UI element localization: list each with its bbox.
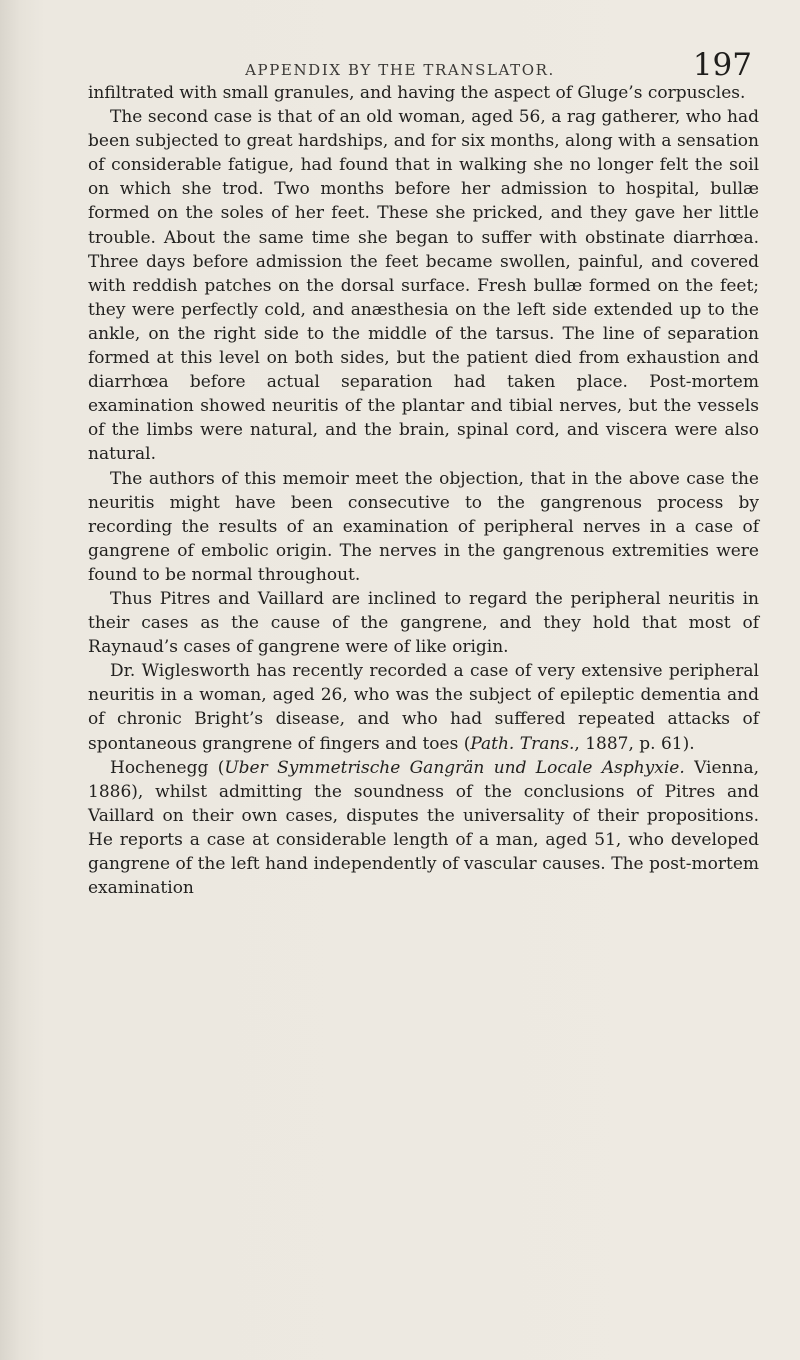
paragraph-1: infiltrated with small granules, and having the aspect of Gluge’s corpuscles. [88,83,746,103]
paragraph-5-text: Dr. Wiglesworth has recently recorded a case of very extensive peripheral neuritis in a woman, aged 26, who was the subject of epileptic dementia and of chronic Bright’s disease, and who had suffered repeated attacks of spontaneous grangrene of fingers and toes ( [88,661,759,754]
paragraph-5-text-end: , 1887, p. 61). [574,733,695,754]
paragraph-5 [88,659,759,755]
paragraph-6-text-end: Vienna, 1886), whilst admitting the soundness of the conclusions of Pitres and Vaillard on their own cases, disputes the universality of their propositions. He reports a case at considerable length of a man, aged 51, who developed gangrene of the left hand independently of vascular causes. The post-mortem examination [88,757,759,899]
running-head: APPENDIX BY THE TRANSLATOR. [245,61,555,79]
page-number: 197 [692,47,752,83]
page-header [0,44,800,84]
paragraph-3: The authors of this memoir meet the objection, that in the above case the neuritis might have been consecutive to the gangrenous process by recording the results of an examination of peripheral nerves in a case of gangrene of embolic origin. The nerves in the gangrenous extremities were found to be normal throughout. [88,468,759,585]
paragraph-2: The second case is that of an old woman, aged 56, a rag gatherer, who had been subjected to great hardships, and for six months, along with a sensation of considerable fatigue, had found that in walking she no longer felt the soil on which she trod. Two months before her admission to hospital, bullæ formed on the soles of her feet. These she pricked, and they gave her little trouble. About the same time she began to suffer with obstinate diarrhœa. Three days before admission the feet became swollen, painful, and covered with reddish patches on the dorsal surface. Fresh bullæ formed on the feet; they were perfectly cold, and anæsthesia on the left side extended up to the ankle, on the right side to the middle of the tarsus. The line of separation formed at this level on both sides, but the patient died from exhaustion and diarrhœa before actual separation had taken place. Post-mortem examination showed neuritis of the plantar and tibial nerves, but the vessels of the limbs were natural, and the brain, spinal cord, and viscera were also natural. [88,107,759,465]
paragraph-4: Thus Pitres and Vaillard are inclined to regard the peripheral neuritis in their cases as the cause of the gangrene, and they hold that most of Raynaud’s cases of gangrene were of like origin. [88,588,759,658]
body-text [88,81,759,900]
citation-journal: Path. Trans. [470,733,575,754]
paragraph-6-text: Hochenegg ( [110,757,225,778]
paragraph-6 [88,756,759,901]
citation-book-title: Uber Symmetrische Gangrän und Locale Asphyxie. [224,757,685,778]
